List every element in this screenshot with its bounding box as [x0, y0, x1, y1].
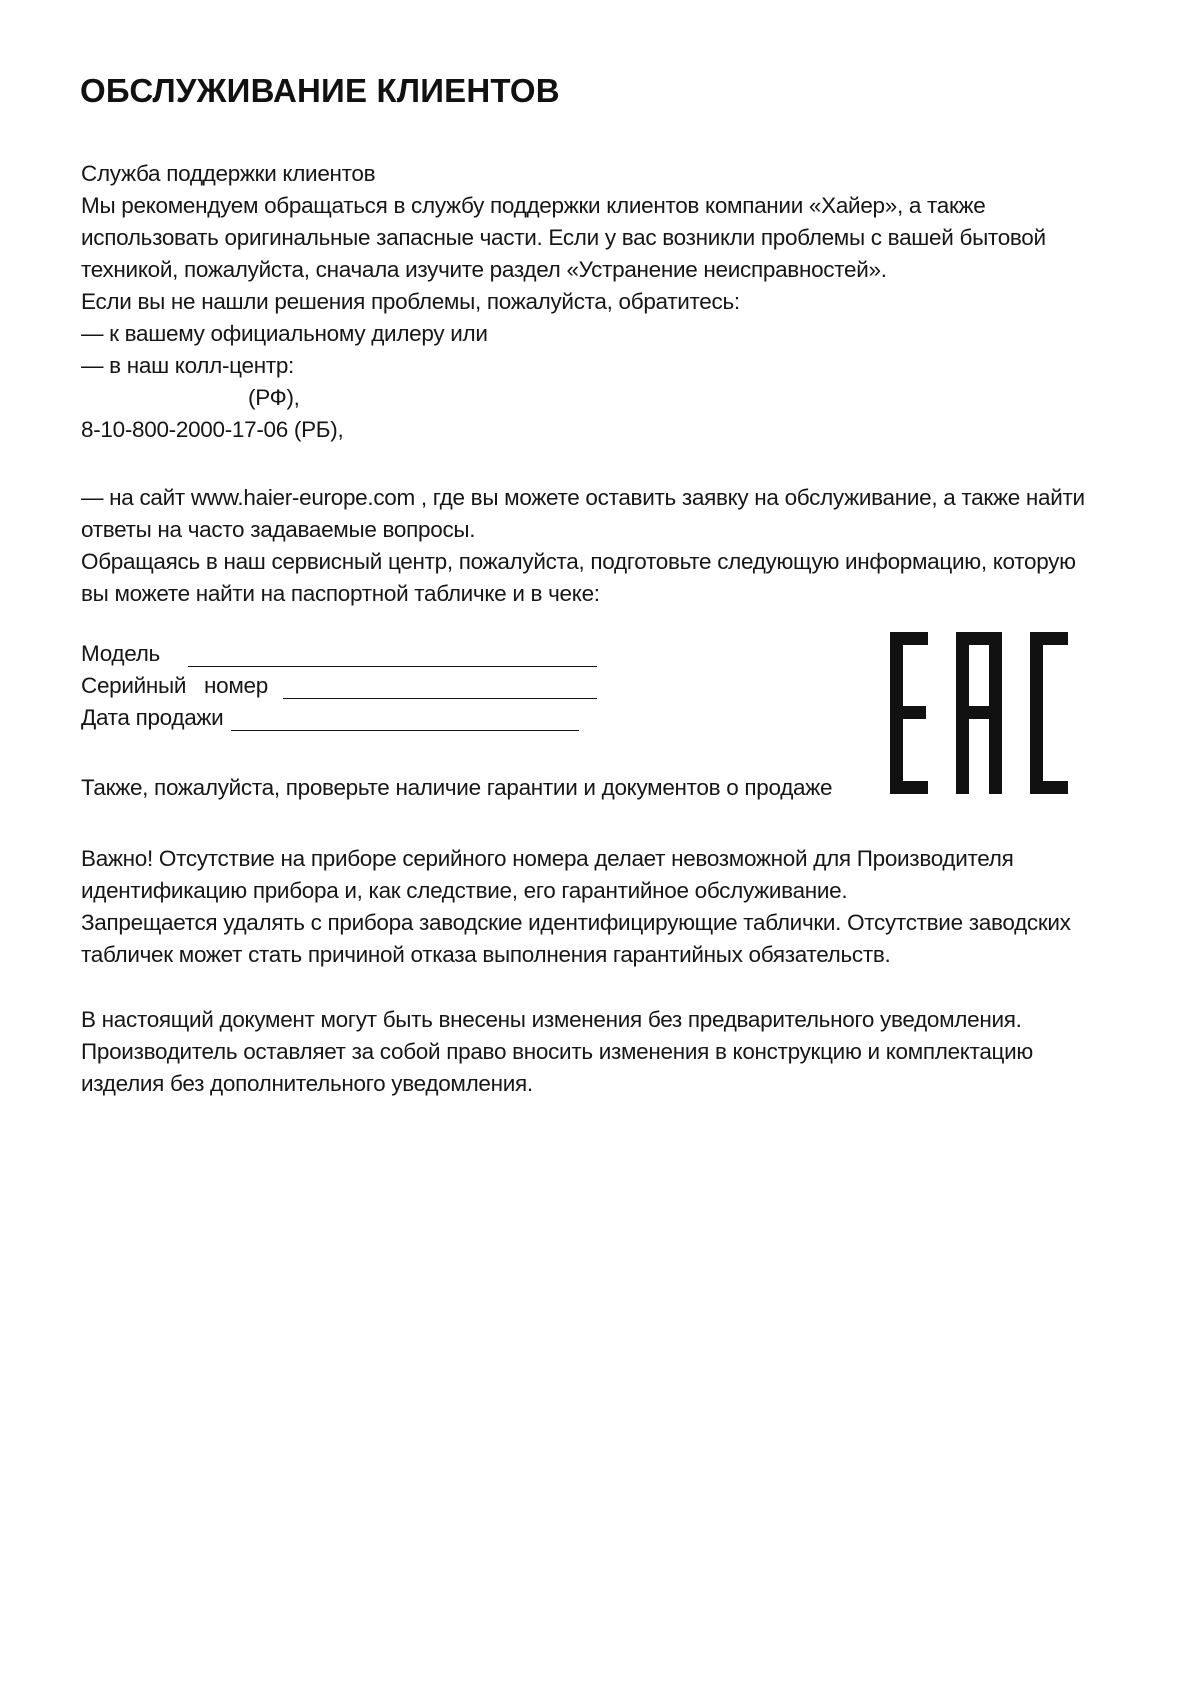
eac-logo-icon	[890, 632, 1068, 794]
important-line: идентификацию прибора и, как следствие, его гарантийное обслуживание.	[81, 878, 848, 903]
disclaimer-line: Производитель оставляет за собой право вносить изменения в конструкцию и комплектацию	[81, 1039, 1033, 1064]
model-label: Модель	[81, 641, 160, 666]
serial-row	[81, 670, 701, 702]
website-line: ответы на часто задаваемые вопросы.	[81, 517, 476, 542]
serial-field-line[interactable]	[283, 698, 597, 699]
service-info-line: Обращаясь в наш сервисный центр, пожалуйста, подготовьте следующую информацию, которую	[81, 549, 1076, 574]
sale-date-label: Дата продажи	[81, 705, 224, 730]
support-section	[81, 158, 1091, 446]
warranty-note: Также, пожалуйста, проверьте наличие гарантии и документов о продаже	[81, 775, 833, 800]
disclaimer-line: изделия без дополнительного уведомления.	[81, 1071, 533, 1096]
important-line: Запрещается удалять с прибора заводские идентифицирующие таблички. Отсутствие заводских	[81, 910, 1071, 935]
website-section	[81, 482, 1091, 610]
support-line: Мы рекомендуем обращаться в службу поддержки клиентов компании «Хайер», а также	[81, 193, 986, 218]
dealer-line: — к вашему официальному дилеру или	[81, 321, 488, 346]
support-line: использовать оригинальные запасные части. Если у вас возникли проблемы с вашей бытовой	[81, 225, 1046, 250]
support-heading: Служба поддержки клиентов	[81, 161, 376, 186]
phone-by: 8-10-800-2000-17-06 (РБ),	[81, 417, 344, 442]
eac-logo-mark	[890, 632, 1068, 794]
disclaimer-line: В настоящий документ могут быть внесены изменения без предварительного уведомления.	[81, 1007, 1022, 1032]
serial-label: Серийный номер	[81, 673, 268, 698]
page-title: ОБСЛУЖИВАНИЕ КЛИЕНТОВ	[80, 72, 560, 109]
sale-date-row	[81, 702, 701, 734]
important-line: Важно! Отсутствие на приборе серийного номера делает невозможной для Производителя	[81, 846, 1014, 871]
disclaimer-section	[81, 1004, 1091, 1100]
support-line: Если вы не нашли решения проблемы, пожалуйста, обратитесь:	[81, 289, 740, 314]
website-line: — на сайт www.haier-europe.com , где вы можете оставить заявку на обслуживание, а также найти	[81, 485, 1085, 510]
sale-date-field-line[interactable]	[231, 730, 579, 731]
call-center-line: — в наш колл-центр:	[81, 353, 295, 378]
important-section	[81, 843, 1091, 971]
important-line: табличек может стать причиной отказа выполнения гарантийных обязательств.	[81, 942, 891, 967]
model-row	[81, 638, 701, 670]
product-info-form	[81, 638, 701, 734]
support-line: техникой, пожалуйста, сначала изучите раздел «Устранение неисправностей».	[81, 257, 887, 282]
phone-ru: (РФ),	[248, 385, 300, 410]
service-info-line: вы можете найти на паспортной табличке и в чеке:	[81, 581, 600, 606]
model-field-line[interactable]	[188, 666, 597, 667]
